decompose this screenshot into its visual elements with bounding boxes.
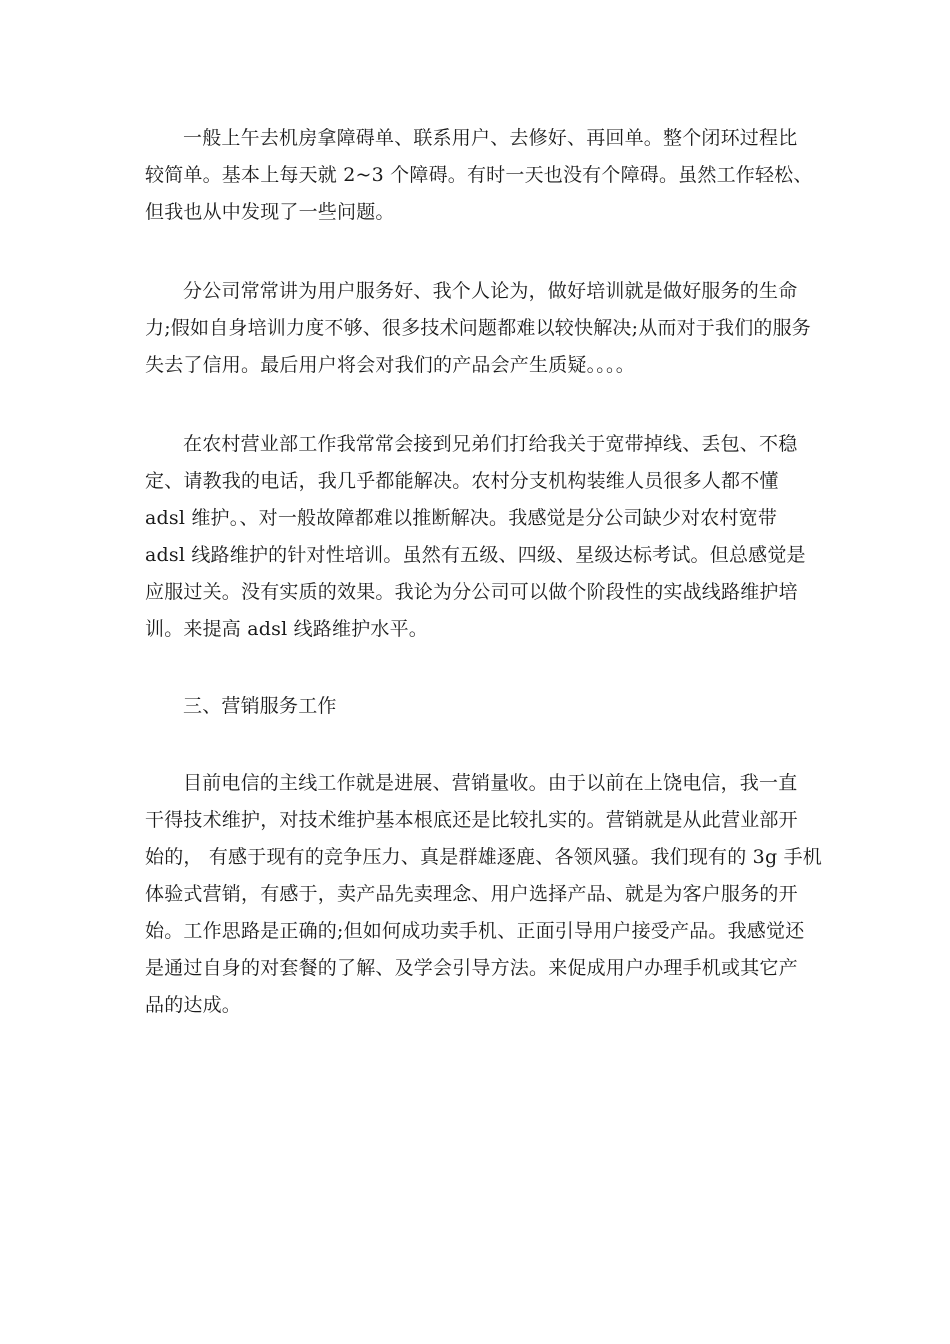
text-line: 较简单。基本上每天就 2~3 个障碍。有时一天也没有个障碍。虽然工作轻松、 <box>145 164 813 186</box>
paragraph-spacer <box>145 648 810 688</box>
text-line: 干得技术维护，对技术维护基本根底还是比较扎实的。营销就是从此营业部开 <box>145 809 798 831</box>
text-line: 应服过关。没有实质的效果。我论为分公司可以做个阶段性的实战线路维护培 <box>145 581 798 603</box>
paragraph-spacer <box>145 725 810 765</box>
text-line: 力;假如自身培训力度不够、很多技术问题都难以较快解决;从而对于我们的服务 <box>145 317 812 339</box>
paragraph-spacer <box>145 231 810 273</box>
paragraph-spacer <box>145 384 810 426</box>
paragraph <box>145 426 810 648</box>
document-body <box>145 120 822 1024</box>
paragraph <box>145 765 822 1024</box>
text-line: 始。工作思路是正确的;但如何成功卖手机、正面引导用户接受产品。我感觉还 <box>145 920 805 942</box>
text-line: 一般上午去机房拿障碍单、联系用户、去修好、再回单。整个闭环过程比 <box>183 127 798 149</box>
text-line: 体验式营销，有感于，卖产品先卖理念、用户选择产品、就是为客户服务的开 <box>145 883 798 905</box>
text-line: 训。来提高 adsl 线路维护水平。 <box>145 618 428 640</box>
text-line: adsl 维护。、对一般故障都难以推断解决。我感觉是分公司缺少对农村宽带 <box>145 507 778 529</box>
text-line: 是通过自身的对套餐的了解、及学会引导方法。来促成用户办理手机或其它产 <box>145 957 798 979</box>
text-line: 三、营销服务工作 <box>183 695 337 717</box>
text-line: 但我也从中发现了一些问题。 <box>145 201 395 223</box>
text-line: 分公司常常讲为用户服务好、我个人论为，做好培训就是做好服务的生命 <box>183 280 798 302</box>
section-heading <box>145 688 810 725</box>
paragraph <box>145 120 813 231</box>
text-line: 目前电信的主线工作就是进展、营销量收。由于以前在上饶电信，我一直 <box>183 772 798 794</box>
text-line: 在农村营业部工作我常常会接到兄弟们打给我关于宽带掉线、丢包、不稳 <box>183 433 798 455</box>
paragraph <box>145 273 810 384</box>
text-line: 定、请教我的电话，我几乎都能解决。农村分支机构装维人员很多人都不懂 <box>145 470 779 492</box>
text-line: 失去了信用。最后用户将会对我们的产品会产生质疑。。。。 <box>145 354 635 376</box>
text-line: 始的， 有感于现有的竞争压力、真是群雄逐鹿、各领风骚。我们现有的 3g 手机 <box>145 846 822 868</box>
text-line: adsl 线路维护的针对性培训。虽然有五级、四级、星级达标考试。但总感觉是 <box>145 544 806 566</box>
text-line: 品的达成。 <box>145 994 242 1016</box>
